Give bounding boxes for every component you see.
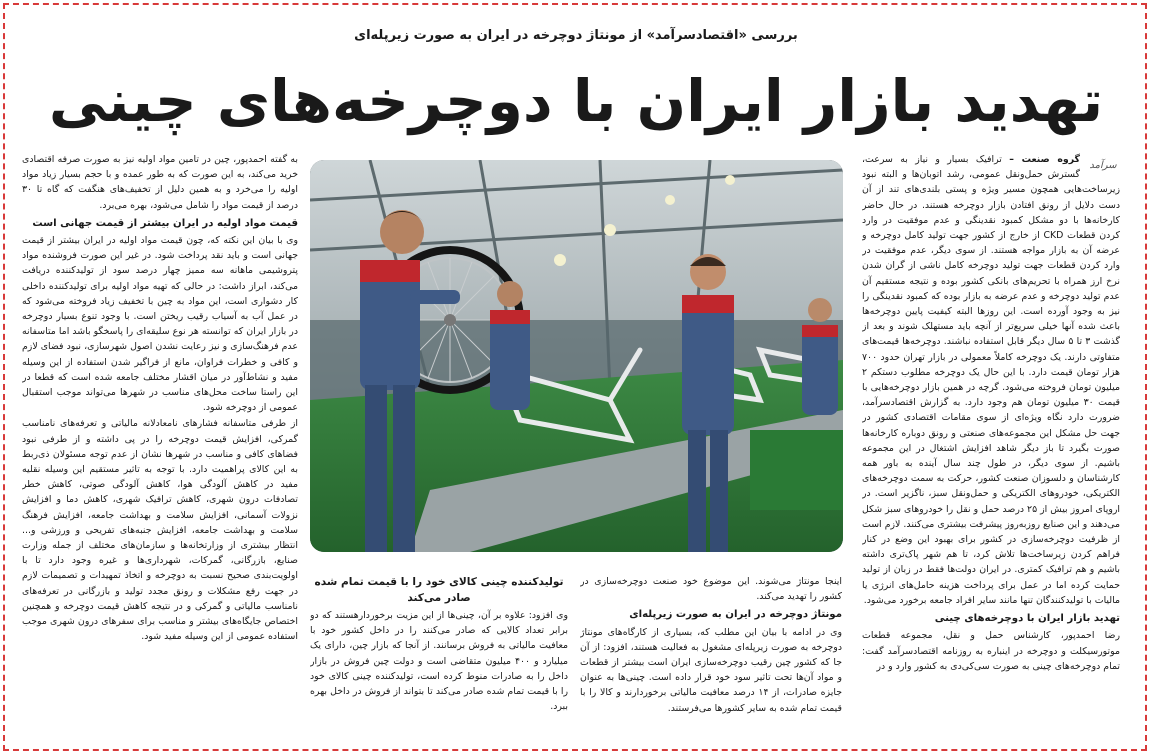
article-headline: تهدید بازار ایران با دوچرخه‌های چینی [48, 67, 1104, 135]
bottom-middle-block [310, 608, 568, 724]
bottom-right-body: وی در ادامه با بیان این مطلب که، بسیاری از کارگاه‌های مونتاژ دوچرخه به صورت زیرپله‌ای مشغول به فعالیت هستند، افزود: از آن جا که کشور چین رقیب دوچرخه‌سازی ایران است بیشتر از قطعات و مواد آن‌ها تحت تاثیر سود خود قرار داده است. چینی‌ها به عنوان جایزه صادرات، از ۱۴ درصد معافیت مالیاتی برخوردارند و کالا را با قیمت تمام شده به سایر کشورها می‌فرستند. [580, 626, 842, 714]
factory-photo [310, 160, 843, 552]
article-kicker: بررسی «اقتصادسرآمد» از مونتاژ دوچرخه در ایران به صورت زیرپله‌ای [354, 28, 798, 43]
left-subhead-1: قیمت مواد اولیه در ایران بیشتر از قیمت جهانی است [32, 217, 298, 229]
bottom-right-block [580, 574, 842, 724]
source-logo: سرآمد [1089, 160, 1117, 171]
right-subhead: تهدید بازار ایران با دوچرخه‌های چینی [934, 613, 1120, 625]
bottom-middle-subhead: تولیدکننده چینی کالای خود را با قیمت تمام شده صادر می‌کند [314, 576, 564, 604]
left-paragraph-3: از طرفی متاسفانه فشارهای نامعادلانه مالیاتی و تعرفه‌های نامناسب گمرکی، افزایش قیمت دوچرخه را در پی داشته و از طرفی نبود فضاهای کافی و مناسب در شهرها نشان از عدم توجه مسئولان ذی‌ربط به این کالای پراهمیت دارد. با توجه به تاثیر مستقیم این وسیله نقلیه مفید در کاهش آلودگی هوا، کاهش آلودگی صوتی، کاهش خطر تصادفات درون شهری، کاهش ترافیک شهری، کاهش دما و افزایش نزولات آسمانی، افزایش سلامت و بهداشت جامعه، افزایش فرهنگ سلامت و بهداشت جامعه، افزایش جنبه‌های تفریحی و ورزشی و... انتظار بیشتری از وزارتخانه‌ها و سازمان‌های مختلف از جمله وزارت صنایع، بازرگانی، گمرکات، شهرداری‌ها و غیره وجود دارد تا با اولویت‌بندی صحیح نسبت به دوچرخه و اتخاذ تمهیدات و تصمیمات لازم در جهت رفع مشکلات و رونق مجدد تولید و بازرگانی در تعرفه‌های نامناسب مالیاتی و گمرکی و در نتیجه کاهش قیمت دوچرخه و همچنین اختصاص جایگاه‌های بیشتر و مناسب برای سفرهای درون شهری موجب استفاده عمومی از این وسیله مفید شود. [22, 418, 298, 643]
right-paragraph: ترافیک بسیار و نیاز به سرعت، گسترش حمل‌ونقل عمومی، رشد اتوبان‌ها و البته نبود زیرساخت‌هایی همچون مسیر ویژه و پستی بلندی‌های تند از آن دست دلایل از رونق افتادن بازار دوچرخه هستند. در حال حاضر کارخانه‌ها با دو مشکل کمبود نقدینگی و عدم موفقیت در وارد کردن قطعات CKD از خارج از کشور جهت تولید کامل دوچرخه و عرضه آن به بازار مواجه هستند. از سوی دیگر، عدم موفقیت در وارد کردن قطعات جهت تولید دوچرخه کامل ناشی از گران شدن نرخ ارز همراه با تحریم‌های بانکی کشور بوده و نتیجه مستقیم آن عدم تولید دوچرخه و عدم عرضه به بازار بوده که کمبود نقدینگی را نیز به وجود آورده است. این روزها البته کیفیت پایین دوچرخه‌ها باعث شده آنها خیلی سریع‌تر از آنچه باید مستهلک شوند و بعد از گذشت ۳ تا ۵ سال دیگر قابل استفاده نباشند. دوچرخه‌ها قیمت‌های متفاوتی دارند. یک دوچرخه کاملاً معمولی در بازار تهران حدود ۷۰۰ هزار تومان قیمت دارد. با این حال یک دوچرخه مطلوب دستکم ۲ میلیون تومان فروخته می‌شود. گرچه در همین بازار دوچرخه‌هایی با قیمت ۳۰ میلیون تومان هم وجود دارد. به گزارش اقتصادسرآمد، ضرورت دارد نگاه ویژه‌ای از سوی مقامات اقتصادی کشور در جهت حل مشکل این مجموعه‌های صنعتی و رونق دوباره کارخانه‌ها صورت بگیرد تا باز دیگر شاهد افزایش اشتغال در این مجموعه باشیم. از سوی دیگر، در طول چند سال آینده به باور همه کارشناسان و دلسوزان صنعت کشور، حرکت به سمت دوچرخه‌های الکتریکی، خودروهای الکتریکی و حمل‌ونقل سبز، ناگزیر است. در اروپای امروز بیش از ۲۵ درصد حمل و نقل را خودروهای سبز شکل می‌دهند و این صنایع روزبه‌روز پیشرفت بیشتری می‌کنند. لازم است از ظرفیت دوچرخه‌سازی در کشور برای بهبود این وضع در کنار فراهم کردن زیرساخت‌ها تلاش کرد، تا هم شهر پاک‌تری داشته باشیم و هم ترافیک کمتری. در ایران دولت‌ها فقط در زبان از تولید حمایت کرده اما در عمل برای پرداخت هزینه حامل‌های انرژی یا مالیات با تولیدکنندگان تنها مانند سایر افراد جامعه برخورد می‌شود. [862, 154, 1120, 606]
bottom-right-intro: اینجا مونتاژ می‌شوند. این موضوع خود صنعت دوچرخه‌سازی در کشور را تهدید می‌کند. [580, 576, 842, 603]
bottom-middle-body: وی افزود: علاوه بر آن، چینی‌ها از این مزیت برخوردارهستند که دو برابر تعداد کالایی که صادر می‌کنند را در داخل کشور خود با معافیت مالیاتی به فروش برسانند. از آنجا که بازار چین، دارای یک میلیارد و ۴۰۰ میلیون متقاضی است و دولت چین فروش در بازار داخل را به صادرات منوط کرده است، تولیدکننده چینی کالای خود را با قیمت تمام شده صادر می‌کند تا بتواند از فروش در داخل بهره ببرد. [310, 610, 568, 713]
factory-photo-illustration [310, 160, 843, 552]
right-paragraph-after-sub: رضا احمدپور، کارشناس حمل و نقل، مجموعه قطعات موتورسیکلت و دوچرخه در اینباره به روزنامه اقتصادسرآمد گفت: تمام دوچرخه‌های چینی به صورت سی‌کی‌دی به کشور وارد و در [862, 630, 1120, 672]
right-column [862, 152, 1120, 718]
right-column-text [862, 152, 1120, 608]
lead-label: گروه صنعت – [1009, 154, 1080, 165]
left-paragraph-2: وی با بیان این نکته که، چون قیمت مواد اولیه در ایران بیشتر از قیمت جهانی است و باید نقد پرداخت شود. در غیر این صورت فروشنده مواد پتروشیمی ماهانه سه ممیز چهار درصد سود از تولیدکننده دریافت می‌کند، ابراز داشت: در حالی که تهیه مواد اولیه برای تولیدکننده داخلی کار دشواری است، این مواد به چین با تخفیف زیاد فروخته می‌شود که در عمل آب به آسیاب رقیب ریختن است. با وجود تنوع بسیار دوچرخه در بازار ایران که توانسته هر نوع سلیقه‌ای را پاسخگو باشد اما متاسفانه عدم فرهنگ‌سازی و نیز رعایت نشدن اصول شهرسازی، نبود فضای لازم و کافی و خطرات فراوان، مانع از فراگیر شدن استفاده از این وسیله مفید و نشاط‌آور در میان اقشار مختلف جامعه شده است که قطعا در این راستا ساخت محل‌های مناسب در شهرها می‌تواند موجب استقبال عمومی از دوچرخه شود. [22, 235, 298, 414]
left-paragraph-1: به گفته احمدپور، چین در تامین مواد اولیه نیز به صورت صرفه اقتصادی خرید می‌کند، به این صورت که به طور عمده و با حجم بسیار زیاد مواد اولیه را می‌خرد و به همین دلیل از تخفیف‌های هنگفت که گاه تا ۳۰ درصد از قیمت مواد را شامل می‌شود، بهره می‌برد. [22, 154, 298, 211]
bottom-right-subhead: مونتاژ دوچرخه در ایران به صورت زیرپله‌ای [629, 609, 842, 621]
left-column [22, 152, 298, 724]
